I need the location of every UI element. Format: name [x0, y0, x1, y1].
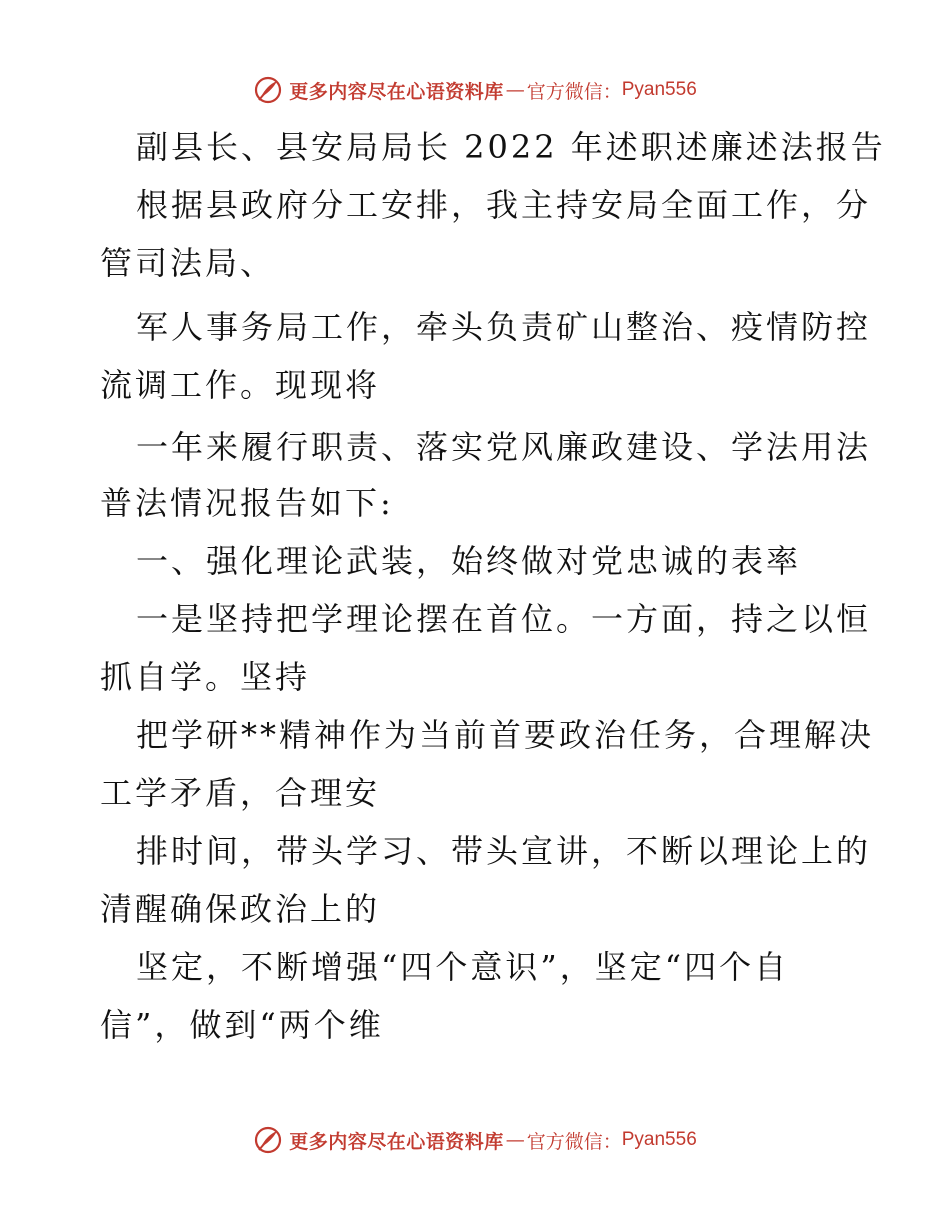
text-line: 排时间，带头学习、带头宣讲，不断以理论上的: [136, 832, 872, 870]
text-line: 普法情况报告如下:: [100, 484, 394, 522]
text-line: 一年来履行职责、落实党风廉政建设、学法用法: [136, 428, 872, 466]
text-line: 抓自学。坚持: [100, 658, 311, 696]
banner-separator: —: [505, 1129, 525, 1151]
text-line: 坚定，不断增强“四个意识”，坚定“四个自: [136, 948, 790, 986]
banner-site-name: 更多内容尽在心语资料库: [289, 80, 504, 103]
text-line: 信”，做到“两个维: [100, 1006, 384, 1044]
text-line: 清醒确保政治上的: [100, 890, 381, 928]
text-line: 工学矛盾，合理安: [100, 774, 381, 812]
document-title: 副县长、县安局局长 2022 年述职述廉述法报告: [136, 128, 886, 166]
quill-logo-icon: [253, 75, 283, 105]
header-watermark-banner: [0, 70, 950, 110]
quill-logo-icon: [253, 1125, 283, 1155]
banner-site-name: 更多内容尽在心语资料库: [289, 1130, 504, 1153]
banner-wechat-label: 官方微信：: [526, 1130, 622, 1153]
banner-separator: —: [505, 79, 525, 101]
banner-wechat-id: Pyan556: [621, 1129, 697, 1150]
text-line: 一是坚持把学理论摆在首位。一方面，持之以恒: [136, 600, 872, 638]
text-line: 流调工作。现现将: [100, 366, 381, 404]
banner-wechat-id: Pyan556: [621, 79, 697, 100]
text-line: 军人事务局工作，牵头负责矿山整治、疫情防控: [136, 308, 872, 346]
text-line: 管司法局、: [100, 244, 276, 282]
footer-watermark-banner: [0, 1120, 950, 1160]
text-line: 根据县政府分工安排，我主持安局全面工作，分: [136, 186, 872, 224]
text-line: 把学研**精神作为当前首要政治任务，合理解决: [136, 716, 875, 754]
banner-wechat-label: 官方微信：: [526, 80, 622, 103]
section-heading: 一、强化理论武装，始终做对党忠诚的表率: [136, 542, 802, 580]
